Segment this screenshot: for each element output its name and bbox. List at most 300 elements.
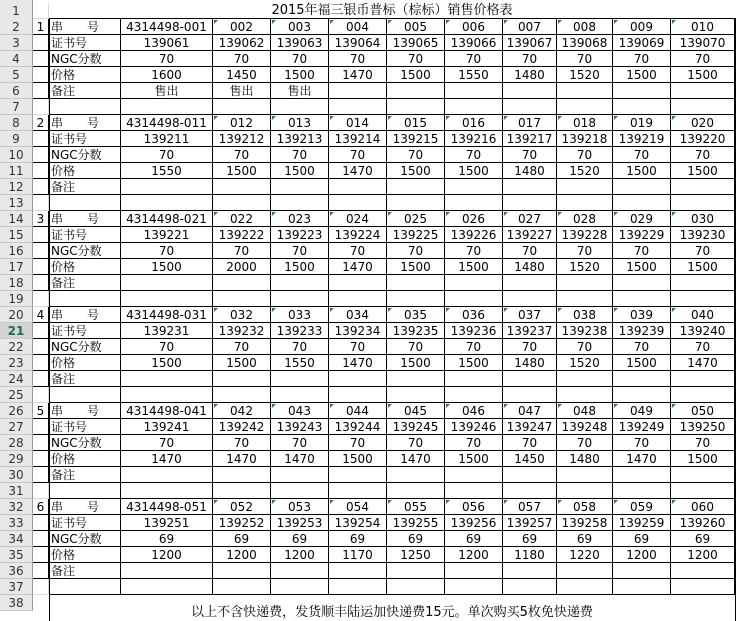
cert-cell[interactable]: 139220 (671, 131, 735, 147)
price-cell[interactable]: 1180 (503, 547, 557, 563)
ngc-cell[interactable]: 70 (503, 243, 557, 259)
note-cell[interactable] (121, 467, 213, 483)
cert-cell[interactable]: 139061 (121, 35, 213, 51)
ngc-cell[interactable]: 69 (329, 531, 387, 547)
row-label-price[interactable]: 价格 (49, 259, 121, 275)
price-cell[interactable]: 1470 (671, 355, 735, 371)
serial-cell[interactable]: 016 (445, 115, 503, 131)
row-label-ngc[interactable]: NGC分数 (49, 531, 121, 547)
row-header-26[interactable]: 26 (0, 403, 33, 419)
ngc-cell[interactable]: 70 (613, 243, 671, 259)
serial-cell[interactable]: 009 (613, 19, 671, 35)
cert-cell[interactable]: 139242 (213, 419, 271, 435)
ngc-cell[interactable]: 70 (671, 51, 735, 67)
note-cell[interactable] (671, 467, 735, 483)
note-cell[interactable] (671, 179, 735, 195)
ngc-cell[interactable]: 70 (329, 51, 387, 67)
price-cell[interactable]: 1520 (557, 355, 613, 371)
cert-cell[interactable]: 139241 (121, 419, 213, 435)
serial-cell[interactable]: 015 (387, 115, 445, 131)
cert-cell[interactable]: 139259 (613, 515, 671, 531)
serial-cell[interactable]: 039 (613, 307, 671, 323)
cert-cell[interactable]: 139256 (445, 515, 503, 531)
note-cell[interactable] (445, 563, 503, 579)
serial-cell[interactable]: 003 (271, 19, 329, 35)
serial-cell[interactable]: 033 (271, 307, 329, 323)
serial-cell[interactable]: 032 (213, 307, 271, 323)
row-header-12[interactable]: 12 (0, 179, 33, 195)
blank-cell[interactable] (387, 291, 445, 307)
group-col-a[interactable] (33, 467, 49, 483)
ngc-cell[interactable]: 70 (557, 243, 613, 259)
price-cell[interactable]: 1200 (213, 547, 271, 563)
ngc-cell[interactable]: 70 (329, 243, 387, 259)
note-cell[interactable] (557, 179, 613, 195)
price-cell[interactable]: 1500 (387, 67, 445, 83)
serial-cell[interactable]: 043 (271, 403, 329, 419)
blank-cell[interactable] (271, 99, 329, 115)
cert-cell[interactable]: 139253 (271, 515, 329, 531)
price-cell[interactable]: 1480 (503, 163, 557, 179)
ngc-cell[interactable]: 70 (121, 339, 213, 355)
ngc-cell[interactable]: 69 (271, 531, 329, 547)
blank-cell[interactable] (329, 483, 387, 499)
row-label-price[interactable]: 价格 (49, 451, 121, 467)
blank-cell[interactable] (671, 195, 735, 211)
group-col-a[interactable] (33, 339, 49, 355)
blank-cell[interactable] (271, 195, 329, 211)
ngc-cell[interactable]: 70 (503, 51, 557, 67)
note-cell[interactable]: 售出 (271, 83, 329, 99)
note-cell[interactable] (121, 371, 213, 387)
row-header-30[interactable]: 30 (0, 467, 33, 483)
blank-cell[interactable] (503, 195, 557, 211)
price-cell[interactable]: 1200 (271, 547, 329, 563)
note-cell[interactable] (445, 275, 503, 291)
note-cell[interactable] (671, 83, 735, 99)
blank-cell[interactable] (557, 195, 613, 211)
row-header-36[interactable]: 36 (0, 563, 33, 579)
ngc-cell[interactable]: 70 (329, 147, 387, 163)
cert-cell[interactable]: 139255 (387, 515, 445, 531)
cert-cell[interactable]: 139250 (671, 419, 735, 435)
cert-cell[interactable]: 139218 (557, 131, 613, 147)
serial-cell[interactable]: 047 (503, 403, 557, 419)
note-cell[interactable] (557, 275, 613, 291)
cert-cell[interactable]: 139229 (613, 227, 671, 243)
serial-cell[interactable]: 005 (387, 19, 445, 35)
blank-cell[interactable] (49, 483, 121, 499)
note-cell[interactable]: 售出 (213, 83, 271, 99)
group-col-a[interactable] (33, 147, 49, 163)
note-cell[interactable] (503, 563, 557, 579)
cert-cell[interactable]: 139235 (387, 323, 445, 339)
blank-cell[interactable] (503, 579, 557, 595)
cert-cell[interactable]: 139234 (329, 323, 387, 339)
cert-cell[interactable]: 139213 (271, 131, 329, 147)
cert-cell[interactable]: 139225 (387, 227, 445, 243)
cert-cell[interactable]: 139249 (613, 419, 671, 435)
note-cell[interactable] (271, 275, 329, 291)
note-cell[interactable] (121, 275, 213, 291)
cert-cell[interactable]: 139239 (613, 323, 671, 339)
ngc-cell[interactable]: 70 (445, 243, 503, 259)
blank-cell[interactable] (671, 483, 735, 499)
serial-cell[interactable]: 4314498-031 (121, 307, 213, 323)
ngc-cell[interactable]: 70 (387, 243, 445, 259)
note-cell[interactable] (121, 563, 213, 579)
note-cell[interactable] (613, 467, 671, 483)
ngc-cell[interactable]: 70 (671, 435, 735, 451)
cert-cell[interactable]: 139245 (387, 419, 445, 435)
group-col-a[interactable] (33, 531, 49, 547)
serial-cell[interactable]: 046 (445, 403, 503, 419)
group-col-a[interactable] (33, 83, 49, 99)
cert-cell[interactable]: 139240 (671, 323, 735, 339)
row-header-4[interactable]: 4 (0, 51, 33, 67)
row-header-13[interactable]: 13 (0, 195, 33, 211)
row-label-price[interactable]: 价格 (49, 355, 121, 371)
row-header-35[interactable]: 35 (0, 547, 33, 563)
blank-cell[interactable] (213, 579, 271, 595)
ngc-cell[interactable]: 69 (503, 531, 557, 547)
blank-cell[interactable] (503, 291, 557, 307)
note-cell[interactable] (445, 83, 503, 99)
price-cell[interactable]: 1500 (613, 355, 671, 371)
group-col-a[interactable] (33, 67, 49, 83)
cert-cell[interactable]: 139251 (121, 515, 213, 531)
blank-cell[interactable] (49, 291, 121, 307)
row-header-6[interactable]: 6 (0, 83, 33, 99)
blank-cell[interactable] (613, 387, 671, 403)
serial-cell[interactable]: 055 (387, 499, 445, 515)
serial-cell[interactable]: 038 (557, 307, 613, 323)
blank-cell[interactable] (271, 387, 329, 403)
cert-cell[interactable]: 139248 (557, 419, 613, 435)
blank-cell[interactable] (49, 195, 121, 211)
row-header-22[interactable]: 22 (0, 339, 33, 355)
group-col-a[interactable] (33, 355, 49, 371)
note-cell[interactable] (445, 467, 503, 483)
row-label-cert[interactable]: 证书号 (49, 227, 121, 243)
ngc-cell[interactable]: 70 (557, 339, 613, 355)
cert-cell[interactable]: 139233 (271, 323, 329, 339)
note-cell[interactable] (613, 275, 671, 291)
row-header-34[interactable]: 34 (0, 531, 33, 547)
blank-cell[interactable] (671, 291, 735, 307)
ngc-cell[interactable]: 69 (613, 531, 671, 547)
note-cell[interactable] (613, 563, 671, 579)
cert-cell[interactable]: 139219 (613, 131, 671, 147)
blank-cell[interactable] (503, 387, 557, 403)
row-label-note[interactable]: 备注 (49, 467, 121, 483)
row-label-cert[interactable]: 证书号 (49, 131, 121, 147)
blank-cell[interactable] (121, 291, 213, 307)
cert-cell[interactable]: 139224 (329, 227, 387, 243)
note-cell[interactable] (613, 83, 671, 99)
ngc-cell[interactable]: 70 (557, 147, 613, 163)
group-col-a[interactable] (33, 547, 49, 563)
row-header-14[interactable]: 14 (0, 211, 33, 227)
serial-cell[interactable]: 040 (671, 307, 735, 323)
blank-cell[interactable] (49, 387, 121, 403)
blank-cell[interactable] (445, 195, 503, 211)
price-cell[interactable]: 1550 (121, 163, 213, 179)
row-header-38[interactable]: 38 (0, 595, 33, 611)
blank-cell[interactable] (121, 195, 213, 211)
price-cell[interactable]: 1550 (271, 355, 329, 371)
serial-cell[interactable]: 053 (271, 499, 329, 515)
ngc-cell[interactable]: 70 (671, 339, 735, 355)
price-cell[interactable]: 1500 (671, 163, 735, 179)
ngc-cell[interactable]: 70 (445, 339, 503, 355)
group-number[interactable]: 6 (33, 499, 49, 515)
row-header-18[interactable]: 18 (0, 275, 33, 291)
cert-cell[interactable]: 139211 (121, 131, 213, 147)
row-header-10[interactable]: 10 (0, 147, 33, 163)
serial-cell[interactable]: 013 (271, 115, 329, 131)
cert-cell[interactable]: 139237 (503, 323, 557, 339)
blank-cell[interactable] (213, 291, 271, 307)
cert-cell[interactable]: 139065 (387, 35, 445, 51)
cert-cell[interactable]: 139227 (503, 227, 557, 243)
price-cell[interactable]: 1470 (613, 451, 671, 467)
row-label-note[interactable]: 备注 (49, 371, 121, 387)
price-cell[interactable]: 1200 (445, 547, 503, 563)
note-cell[interactable] (671, 563, 735, 579)
blank-cell[interactable] (121, 483, 213, 499)
ngc-cell[interactable]: 70 (213, 435, 271, 451)
blank-cell[interactable] (503, 483, 557, 499)
row-label-serial[interactable]: 串 号 (49, 403, 121, 419)
blank-cell[interactable] (613, 99, 671, 115)
price-cell[interactable]: 1480 (503, 67, 557, 83)
serial-cell[interactable]: 060 (671, 499, 735, 515)
note-cell[interactable] (503, 275, 557, 291)
ngc-cell[interactable]: 70 (613, 435, 671, 451)
blank-cell[interactable] (387, 483, 445, 499)
ngc-cell[interactable]: 70 (213, 51, 271, 67)
blank-cell[interactable] (213, 387, 271, 403)
row-label-serial[interactable]: 串 号 (49, 307, 121, 323)
serial-cell[interactable]: 034 (329, 307, 387, 323)
price-cell[interactable]: 1470 (329, 67, 387, 83)
serial-cell[interactable]: 035 (387, 307, 445, 323)
cert-cell[interactable]: 139212 (213, 131, 271, 147)
note-cell[interactable] (329, 467, 387, 483)
serial-cell[interactable]: 027 (503, 211, 557, 227)
cert-cell[interactable]: 139066 (445, 35, 503, 51)
serial-cell[interactable]: 058 (557, 499, 613, 515)
cert-cell[interactable]: 139257 (503, 515, 557, 531)
row-label-cert[interactable]: 证书号 (49, 35, 121, 51)
serial-cell[interactable]: 024 (329, 211, 387, 227)
row-header-17[interactable]: 17 (0, 259, 33, 275)
cert-cell[interactable]: 139064 (329, 35, 387, 51)
ngc-cell[interactable]: 70 (503, 435, 557, 451)
blank-cell[interactable] (557, 483, 613, 499)
ngc-cell[interactable]: 70 (387, 51, 445, 67)
group-col-a[interactable] (33, 275, 49, 291)
blank-cell[interactable] (613, 483, 671, 499)
blank-cell[interactable] (49, 579, 121, 595)
cert-cell[interactable]: 139215 (387, 131, 445, 147)
serial-cell[interactable]: 057 (503, 499, 557, 515)
cert-cell[interactable]: 139070 (671, 35, 735, 51)
price-cell[interactable]: 1500 (613, 259, 671, 275)
blank-cell[interactable] (213, 483, 271, 499)
cert-cell[interactable]: 139243 (271, 419, 329, 435)
serial-cell[interactable]: 4314498-011 (121, 115, 213, 131)
note-cell[interactable] (557, 83, 613, 99)
serial-cell[interactable]: 017 (503, 115, 557, 131)
note-cell[interactable] (271, 179, 329, 195)
serial-cell[interactable]: 025 (387, 211, 445, 227)
price-cell[interactable]: 1500 (213, 355, 271, 371)
blank-cell[interactable] (387, 99, 445, 115)
blank-cell[interactable] (33, 99, 49, 115)
note-cell[interactable] (557, 467, 613, 483)
group-number[interactable]: 4 (33, 307, 49, 323)
note-cell[interactable]: 售出 (121, 83, 213, 99)
blank-cell[interactable] (387, 195, 445, 211)
price-cell[interactable]: 1500 (671, 67, 735, 83)
blank-cell[interactable] (121, 579, 213, 595)
row-header-3[interactable]: 3 (0, 35, 33, 51)
price-cell[interactable]: 1500 (445, 451, 503, 467)
note-cell[interactable] (271, 371, 329, 387)
group-col-a[interactable] (33, 243, 49, 259)
row-label-cert[interactable]: 证书号 (49, 515, 121, 531)
note-cell[interactable] (503, 467, 557, 483)
price-cell[interactable]: 1500 (213, 163, 271, 179)
serial-cell[interactable]: 4314498-051 (121, 499, 213, 515)
price-cell[interactable]: 1250 (387, 547, 445, 563)
serial-cell[interactable]: 002 (213, 19, 271, 35)
cert-cell[interactable]: 139223 (271, 227, 329, 243)
serial-cell[interactable]: 022 (213, 211, 271, 227)
blank-cell[interactable] (503, 99, 557, 115)
group-number[interactable]: 3 (33, 211, 49, 227)
price-cell[interactable]: 1550 (445, 67, 503, 83)
serial-cell[interactable]: 042 (213, 403, 271, 419)
row-header-33[interactable]: 33 (0, 515, 33, 531)
serial-cell[interactable]: 045 (387, 403, 445, 419)
row-header-27[interactable]: 27 (0, 419, 33, 435)
note-cell[interactable] (445, 371, 503, 387)
row-header-25[interactable]: 25 (0, 387, 33, 403)
blank-cell[interactable] (671, 99, 735, 115)
cert-cell[interactable]: 139214 (329, 131, 387, 147)
cert-cell[interactable]: 139238 (557, 323, 613, 339)
price-cell[interactable]: 1470 (121, 451, 213, 467)
cert-cell[interactable]: 139232 (213, 323, 271, 339)
ngc-cell[interactable]: 70 (503, 339, 557, 355)
price-cell[interactable]: 1470 (271, 451, 329, 467)
price-cell[interactable]: 1470 (329, 259, 387, 275)
note-cell[interactable] (503, 179, 557, 195)
serial-cell[interactable]: 028 (557, 211, 613, 227)
blank-cell[interactable] (49, 99, 121, 115)
serial-cell[interactable]: 026 (445, 211, 503, 227)
row-header-28[interactable]: 28 (0, 435, 33, 451)
row-label-cert[interactable]: 证书号 (49, 323, 121, 339)
cert-cell[interactable]: 139069 (613, 35, 671, 51)
row-header-24[interactable]: 24 (0, 371, 33, 387)
price-cell[interactable]: 1200 (671, 547, 735, 563)
price-cell[interactable]: 1470 (387, 451, 445, 467)
price-cell[interactable]: 1500 (271, 67, 329, 83)
note-cell[interactable] (557, 371, 613, 387)
row-header-15[interactable]: 15 (0, 227, 33, 243)
row-label-ngc[interactable]: NGC分数 (49, 243, 121, 259)
price-cell[interactable]: 1520 (557, 259, 613, 275)
ngc-cell[interactable]: 70 (557, 435, 613, 451)
price-cell[interactable]: 1480 (557, 451, 613, 467)
row-header-19[interactable]: 19 (0, 291, 33, 307)
blank-cell[interactable] (613, 579, 671, 595)
row-header-37[interactable]: 37 (0, 579, 33, 595)
row-label-ngc[interactable]: NGC分数 (49, 147, 121, 163)
sheet-title[interactable]: 2015年福三银币普标（棕标）销售价格表 (271, 3, 513, 18)
blank-cell[interactable] (387, 579, 445, 595)
note-cell[interactable] (613, 179, 671, 195)
price-cell[interactable]: 1170 (329, 547, 387, 563)
serial-cell[interactable]: 008 (557, 19, 613, 35)
blank-cell[interactable] (33, 291, 49, 307)
row-label-price[interactable]: 价格 (49, 547, 121, 563)
note-cell[interactable] (445, 179, 503, 195)
price-cell[interactable]: 1200 (121, 547, 213, 563)
note-cell[interactable] (329, 563, 387, 579)
blank-cell[interactable] (329, 291, 387, 307)
cert-cell[interactable]: 139252 (213, 515, 271, 531)
note-cell[interactable] (503, 371, 557, 387)
group-col-a[interactable] (33, 563, 49, 579)
note-cell[interactable] (387, 563, 445, 579)
price-cell[interactable]: 1470 (329, 163, 387, 179)
row-label-serial[interactable]: 串 号 (49, 19, 121, 35)
ngc-cell[interactable]: 70 (213, 243, 271, 259)
blank-cell[interactable] (613, 195, 671, 211)
serial-cell[interactable]: 018 (557, 115, 613, 131)
group-col-a[interactable] (33, 35, 49, 51)
serial-cell[interactable]: 052 (213, 499, 271, 515)
ngc-cell[interactable]: 70 (329, 435, 387, 451)
ngc-cell[interactable]: 70 (387, 339, 445, 355)
row-label-ngc[interactable]: NGC分数 (49, 339, 121, 355)
group-col-a[interactable] (33, 227, 49, 243)
note-cell[interactable] (213, 371, 271, 387)
ngc-cell[interactable]: 70 (613, 51, 671, 67)
note-cell[interactable] (329, 83, 387, 99)
price-cell[interactable]: 1470 (213, 451, 271, 467)
ngc-cell[interactable]: 70 (121, 51, 213, 67)
price-cell[interactable]: 1500 (121, 259, 213, 275)
row-header-2[interactable]: 2 (0, 19, 33, 35)
cert-cell[interactable]: 139063 (271, 35, 329, 51)
cert-cell[interactable]: 139228 (557, 227, 613, 243)
note-cell[interactable] (671, 371, 735, 387)
row-header-31[interactable]: 31 (0, 483, 33, 499)
price-cell[interactable]: 1500 (445, 355, 503, 371)
price-cell[interactable]: 1520 (557, 163, 613, 179)
note-cell[interactable] (121, 179, 213, 195)
note-cell[interactable] (213, 467, 271, 483)
ngc-cell[interactable]: 69 (671, 531, 735, 547)
ngc-cell[interactable]: 70 (387, 147, 445, 163)
cert-cell[interactable]: 139216 (445, 131, 503, 147)
